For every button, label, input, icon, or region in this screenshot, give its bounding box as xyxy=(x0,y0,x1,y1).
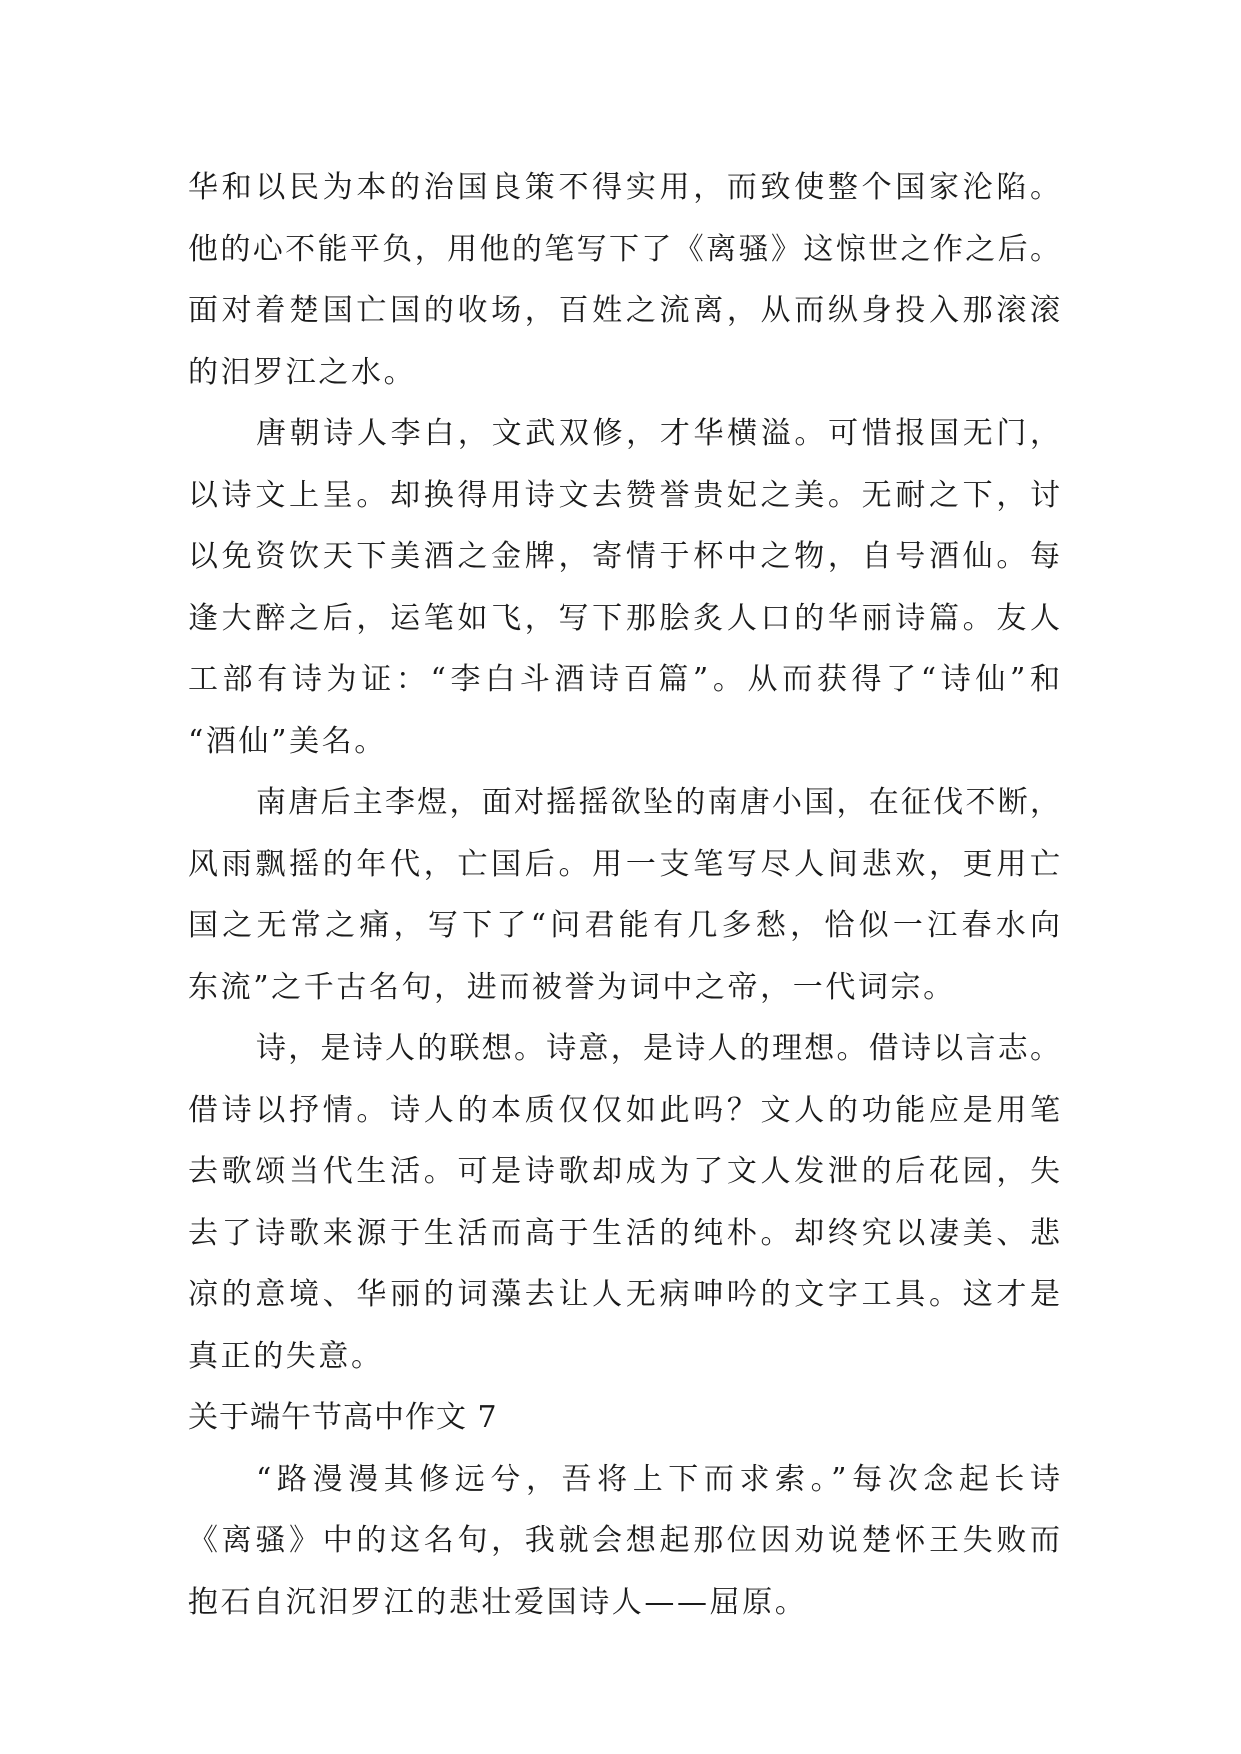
text-line: 抱石自沉汨罗江的悲壮爱国诗人——屈原。 xyxy=(188,1584,808,1620)
text-line: 工部有诗为证：“李白斗酒诗百篇”。从而获得了“诗仙”和 xyxy=(188,662,1060,697)
paragraph-2 xyxy=(188,403,1060,772)
text-line: 面对着楚国亡国的收场，百姓之流离，从而纵身投入那滚滚 xyxy=(188,293,1060,328)
text-line: 真正的失意。 xyxy=(188,1338,384,1374)
text-line: “酒仙”美名。 xyxy=(188,723,387,759)
text-line: 借诗以抒情。诗人的本质仅仅如此吗？文人的功能应是用笔 xyxy=(188,1092,1060,1128)
text-line: 唐朝诗人李白，文武双修，才华横溢。可惜报国无门， xyxy=(256,416,1060,451)
text-line: 国之无常之痛，写下了“问君能有几多愁，恰似一江春水向 xyxy=(188,908,1060,943)
text-line: 凉的意境、华丽的词藻去让人无病呻吟的文字工具。这才是 xyxy=(188,1277,1060,1312)
text-line: 去了诗歌来源于生活而高于生活的纯朴。却终究以凄美、悲 xyxy=(188,1215,1060,1251)
text-line: 诗，是诗人的联想。诗意，是诗人的理想。借诗以言志。 xyxy=(256,1031,1060,1066)
text-line: 华和以民为本的治国良策不得实用，而致使整个国家沦陷。 xyxy=(188,170,1060,205)
text-line: 以诗文上呈。却换得用诗文去赞誉贵妃之美。无耐之下，讨 xyxy=(188,477,1060,513)
paragraph-1 xyxy=(188,157,1060,403)
text-line: 风雨飘摇的年代，亡国后。用一支笔写尽人间悲欢，更用亡 xyxy=(188,846,1060,882)
text-line: 他的心不能平负，用他的笔写下了《离骚》这惊世之作之后。 xyxy=(188,231,1060,267)
text-line: 以免资饮天下美酒之金牌，寄情于杯中之物，自号酒仙。每 xyxy=(188,539,1060,574)
text-line: 的汨罗江之水。 xyxy=(188,354,417,390)
text-line: 逢大醉之后，运笔如飞，写下那脍炙人口的华丽诗篇。友人 xyxy=(188,600,1060,636)
section-heading: 关于端午节高中作文 7 xyxy=(188,1400,498,1435)
text-line: “路漫漫其修远兮，吾将上下而求索。”每次念起长诗 xyxy=(256,1461,1060,1497)
text-line: 南唐后主李煜，面对摇摇欲坠的南唐小国，在征伐不断， xyxy=(256,785,1060,820)
paragraph-3 xyxy=(188,772,1060,1018)
document-body xyxy=(188,157,1060,1633)
paragraph-5 xyxy=(188,1449,1060,1634)
text-line: 去歌颂当代生活。可是诗歌却成为了文人发泄的后花园，失 xyxy=(188,1154,1060,1189)
paragraph-4 xyxy=(188,1018,1060,1387)
text-line: 《离骚》中的这名句，我就会想起那位因劝说楚怀王失败而 xyxy=(188,1523,1060,1558)
text-line: 东流”之千古名句，进而被誉为词中之帝，一代词宗。 xyxy=(188,969,956,1005)
